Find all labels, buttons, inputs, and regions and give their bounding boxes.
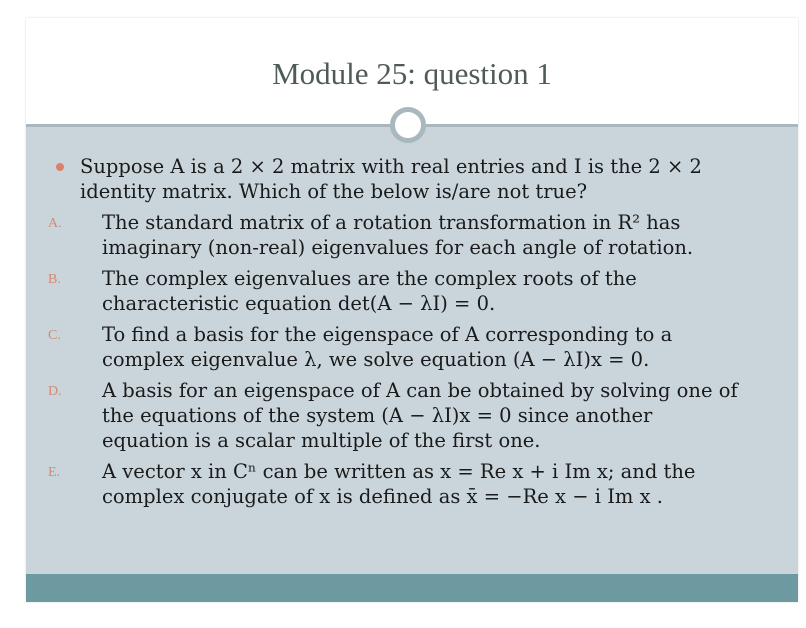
question-line: Suppose A is a 2 × 2 matrix with real entries and I is the 2 × 2 — [80, 155, 702, 178]
option-line: A basis for an eigenspace of A can be obtained by solving one of — [102, 379, 738, 402]
option-marker: E. — [48, 465, 61, 480]
option-e — [40, 459, 790, 509]
divider-ring-icon — [390, 107, 426, 143]
option-b — [40, 266, 790, 316]
option-marker: A. — [48, 216, 62, 231]
option-line: characteristic equation det(A − λI) = 0. — [102, 292, 496, 315]
bullet-icon — [56, 163, 64, 171]
option-line: The standard matrix of a rotation transformation in R² has — [102, 211, 681, 234]
option-line: imaginary (non-real) eigenvalues for each angle of rotation. — [102, 236, 694, 259]
option-line: complex eigenvalue λ, we solve equation (A − λI)x = 0. — [102, 348, 650, 371]
option-line: equation is a scalar multiple of the first one. — [102, 429, 541, 452]
option-d — [40, 378, 790, 453]
footer-band — [26, 574, 798, 602]
option-line: The complex eigenvalues are the complex roots of the — [102, 267, 637, 290]
option-line: complex conjugate of x is defined as x̄ = −Re x − i Im x . — [102, 485, 663, 508]
option-line: To find a basis for the eigenspace of A corresponding to a — [102, 323, 673, 346]
slide-content — [40, 154, 790, 515]
slide — [26, 18, 798, 602]
option-c — [40, 322, 790, 372]
option-marker: B. — [48, 272, 61, 287]
question-text — [40, 154, 790, 204]
option-a — [40, 210, 790, 260]
option-line: the equations of the system (A − λI)x = 0 since another — [102, 404, 653, 427]
option-marker: C. — [48, 328, 61, 343]
option-line: A vector x in Cⁿ can be written as x = Re x + i Im x; and the — [102, 460, 696, 483]
slide-title: Module 25: question 1 — [272, 56, 552, 91]
option-marker: D. — [48, 384, 62, 399]
question-line: identity matrix. Which of the below is/are not true? — [80, 180, 588, 203]
